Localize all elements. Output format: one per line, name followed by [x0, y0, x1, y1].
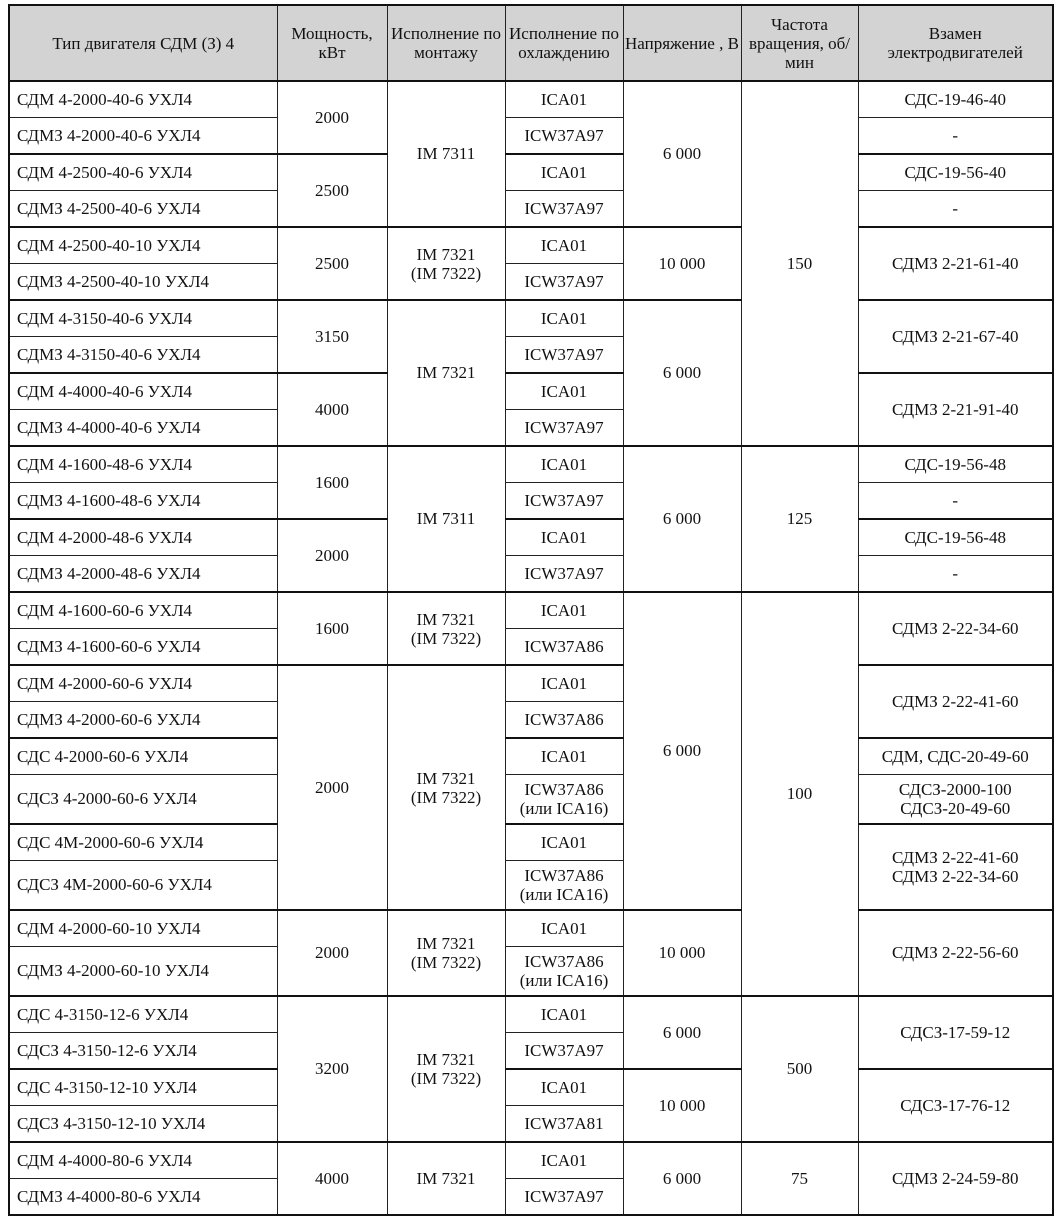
cell-voltage: 10 000: [623, 227, 741, 300]
header-mount: Исполнение по монтажу: [387, 5, 505, 81]
cell-cooling: ICA01: [505, 910, 623, 947]
cell-type: СДС 4-3150-12-6 УХЛ4: [9, 996, 277, 1033]
cell-type: СДМЗ 4-1600-60-6 УХЛ4: [9, 629, 277, 666]
header-power: Мощность, кВт: [277, 5, 387, 81]
table-header: [9, 5, 1053, 81]
cell-type: СДМЗ 4-1600-48-6 УХЛ4: [9, 483, 277, 520]
table-row: [9, 738, 1053, 775]
cell-voltage: 6 000: [623, 592, 741, 910]
cell-voltage: 6 000: [623, 996, 741, 1069]
cell-mount: IM 7311: [387, 446, 505, 592]
cell-speed: 125: [741, 446, 858, 592]
cell-type: СДМЗ 4-2500-40-10 УХЛ4: [9, 264, 277, 301]
table-row: [9, 775, 1053, 825]
cell-type: СДМЗ 4-4000-40-6 УХЛ4: [9, 410, 277, 447]
table-row: [9, 1142, 1053, 1179]
cell-type: СДМ 4-1600-60-6 УХЛ4: [9, 592, 277, 629]
cell-speed: 500: [741, 996, 858, 1142]
cell-type: СДМ 4-2500-40-6 УХЛ4: [9, 154, 277, 191]
cell-type: СДМ 4-2000-60-10 УХЛ4: [9, 910, 277, 947]
cell-type: СДСЗ 4-3150-12-10 УХЛ4: [9, 1106, 277, 1143]
cell-type: СДМ 4-4000-80-6 УХЛ4: [9, 1142, 277, 1179]
cell-type: СДМ 4-2000-40-6 УХЛ4: [9, 81, 277, 118]
cell-replaces: СДМЗ 2-21-91-40: [858, 373, 1053, 446]
cell-cooling: ICA01: [505, 592, 623, 629]
cell-mount: IM 7321: [387, 300, 505, 446]
cell-cooling: ICW37A81: [505, 1106, 623, 1143]
cell-type: СДМЗ 4-2000-60-10 УХЛ4: [9, 947, 277, 997]
table-row: [9, 81, 1053, 118]
header-speed: Частота вращения, об/мин: [741, 5, 858, 81]
cell-type: СДМЗ 4-2000-60-6 УХЛ4: [9, 702, 277, 739]
cell-mount: IM 7321 (IM 7322): [387, 665, 505, 910]
cell-mount: IM 7321 (IM 7322): [387, 227, 505, 300]
cell-type: СДМ 4-2000-48-6 УХЛ4: [9, 519, 277, 556]
cell-replaces: СДСЗ-17-76-12: [858, 1069, 1053, 1142]
cell-replaces: СДМЗ 2-21-61-40: [858, 227, 1053, 300]
cell-replaces: СДМЗ 2-24-59-80: [858, 1142, 1053, 1215]
cell-cooling: ICA01: [505, 154, 623, 191]
cell-replaces: СДМЗ 2-22-56-60: [858, 910, 1053, 996]
cell-type: СДС 4М-2000-60-6 УХЛ4: [9, 824, 277, 861]
cell-power: 2500: [277, 227, 387, 300]
cell-type: СДМ 4-3150-40-6 УХЛ4: [9, 300, 277, 337]
cell-replaces: СДСЗ-2000-100 СДСЗ-20-49-60: [858, 775, 1053, 825]
table-row: [9, 592, 1053, 629]
cell-voltage: 6 000: [623, 300, 741, 446]
cell-cooling: ICW37A86: [505, 629, 623, 666]
cell-replaces: СДС-19-56-48: [858, 446, 1053, 483]
cell-power: 2000: [277, 910, 387, 996]
header-voltage: Напряжение , В: [623, 5, 741, 81]
table-row: [9, 996, 1053, 1033]
cell-replaces: СДМЗ 2-22-41-60: [858, 665, 1053, 738]
cell-cooling: ICW37A97: [505, 118, 623, 155]
header-row: [9, 5, 1053, 81]
cell-power: 4000: [277, 373, 387, 446]
cell-type: СДС 4-2000-60-6 УХЛ4: [9, 738, 277, 775]
cell-speed: 75: [741, 1142, 858, 1215]
table-body: [9, 81, 1053, 1215]
cell-cooling: ICW37A97: [505, 483, 623, 520]
cell-cooling: ICA01: [505, 665, 623, 702]
header-type: Тип двигателя СДМ (З) 4: [9, 5, 277, 81]
header-replaces: Взамен электродвигателей: [858, 5, 1053, 81]
cell-type: СДМ 4-1600-48-6 УХЛ4: [9, 446, 277, 483]
cell-type: СДМ 4-2500-40-10 УХЛ4: [9, 227, 277, 264]
cell-replaces: -: [858, 191, 1053, 228]
cell-cooling: ICW37A97: [505, 1033, 623, 1070]
cell-cooling: ICW37A97: [505, 556, 623, 593]
cell-cooling: ICA01: [505, 227, 623, 264]
cell-cooling: ICA01: [505, 519, 623, 556]
cell-power: 1600: [277, 446, 387, 519]
cell-power: 3200: [277, 996, 387, 1142]
cell-replaces: СДСЗ-17-59-12: [858, 996, 1053, 1069]
cell-mount: IM 7311: [387, 81, 505, 227]
cell-cooling: ICW37A97: [505, 337, 623, 374]
table-row: [9, 227, 1053, 264]
cell-type: СДСЗ 4-3150-12-6 УХЛ4: [9, 1033, 277, 1070]
cell-replaces: СДМЗ 2-22-34-60: [858, 592, 1053, 665]
cell-cooling: ICA01: [505, 446, 623, 483]
cell-mount: IM 7321 (IM 7322): [387, 592, 505, 665]
cell-type: СДМЗ 4-2500-40-6 УХЛ4: [9, 191, 277, 228]
cell-cooling: ICA01: [505, 1142, 623, 1179]
cell-type: СДС 4-3150-12-10 УХЛ4: [9, 1069, 277, 1106]
table-row: [9, 118, 1053, 155]
cell-replaces: СДС-19-56-40: [858, 154, 1053, 191]
cell-cooling: ICW37A86 (или ICA16): [505, 775, 623, 825]
cell-replaces: СДМЗ 2-21-67-40: [858, 300, 1053, 373]
cell-power: 4000: [277, 1142, 387, 1215]
cell-voltage: 6 000: [623, 1142, 741, 1215]
cell-power: 2000: [277, 519, 387, 592]
cell-power: 2000: [277, 665, 387, 910]
cell-replaces: СДС-19-46-40: [858, 81, 1053, 118]
cell-power: 2000: [277, 81, 387, 154]
cell-type: СДМЗ 4-2000-40-6 УХЛ4: [9, 118, 277, 155]
cell-cooling: ICA01: [505, 996, 623, 1033]
table-row: [9, 446, 1053, 483]
cell-cooling: ICA01: [505, 738, 623, 775]
cell-replaces: СДМ, СДС-20-49-60: [858, 738, 1053, 775]
cell-replaces: СДС-19-56-48: [858, 519, 1053, 556]
cell-cooling: ICA01: [505, 373, 623, 410]
table-row: [9, 824, 1053, 861]
cell-cooling: ICW37A86 (или ICA16): [505, 947, 623, 997]
table-row: [9, 910, 1053, 947]
cell-mount: IM 7321 (IM 7322): [387, 910, 505, 996]
table-row: [9, 154, 1053, 191]
cell-cooling: ICW37A86 (или ICA16): [505, 861, 623, 911]
cell-cooling: ICW37A97: [505, 264, 623, 301]
cell-cooling: ICA01: [505, 300, 623, 337]
cell-cooling: ICW37A97: [505, 191, 623, 228]
cell-mount: IM 7321 (IM 7322): [387, 996, 505, 1142]
cell-replaces: СДМЗ 2-22-41-60 СДМЗ 2-22-34-60: [858, 824, 1053, 910]
cell-cooling: ICA01: [505, 81, 623, 118]
cell-voltage: 10 000: [623, 1069, 741, 1142]
cell-type: СДСЗ 4-2000-60-6 УХЛ4: [9, 775, 277, 825]
cell-speed: 150: [741, 81, 858, 446]
cell-replaces: -: [858, 483, 1053, 520]
cell-speed: 100: [741, 592, 858, 996]
cell-replaces: -: [858, 556, 1053, 593]
cell-cooling: ICA01: [505, 824, 623, 861]
table-row: [9, 300, 1053, 337]
table-row: [9, 519, 1053, 556]
cell-voltage: 6 000: [623, 81, 741, 227]
cell-cooling: ICW37A97: [505, 1179, 623, 1216]
cell-type: СДМ 4-2000-60-6 УХЛ4: [9, 665, 277, 702]
cell-power: 3150: [277, 300, 387, 373]
cell-cooling: ICW37A97: [505, 410, 623, 447]
cell-type: СДМЗ 4-2000-48-6 УХЛ4: [9, 556, 277, 593]
cell-voltage: 10 000: [623, 910, 741, 996]
cell-type: СДМЗ 4-3150-40-6 УХЛ4: [9, 337, 277, 374]
table-row: [9, 1069, 1053, 1106]
table-row: [9, 483, 1053, 520]
header-cooling: Исполнение по охлаждению: [505, 5, 623, 81]
cell-cooling: ICA01: [505, 1069, 623, 1106]
cell-mount: IM 7321: [387, 1142, 505, 1215]
cell-type: СДМ 4-4000-40-6 УХЛ4: [9, 373, 277, 410]
cell-type: СДСЗ 4М-2000-60-6 УХЛ4: [9, 861, 277, 911]
cell-cooling: ICW37A86: [505, 702, 623, 739]
motor-spec-table: [8, 4, 1054, 1216]
cell-replaces: -: [858, 118, 1053, 155]
table-row: [9, 373, 1053, 410]
cell-power: 1600: [277, 592, 387, 665]
cell-power: 2500: [277, 154, 387, 227]
cell-type: СДМЗ 4-4000-80-6 УХЛ4: [9, 1179, 277, 1216]
table-row: [9, 665, 1053, 702]
table-row: [9, 556, 1053, 593]
cell-voltage: 6 000: [623, 446, 741, 592]
table-row: [9, 191, 1053, 228]
